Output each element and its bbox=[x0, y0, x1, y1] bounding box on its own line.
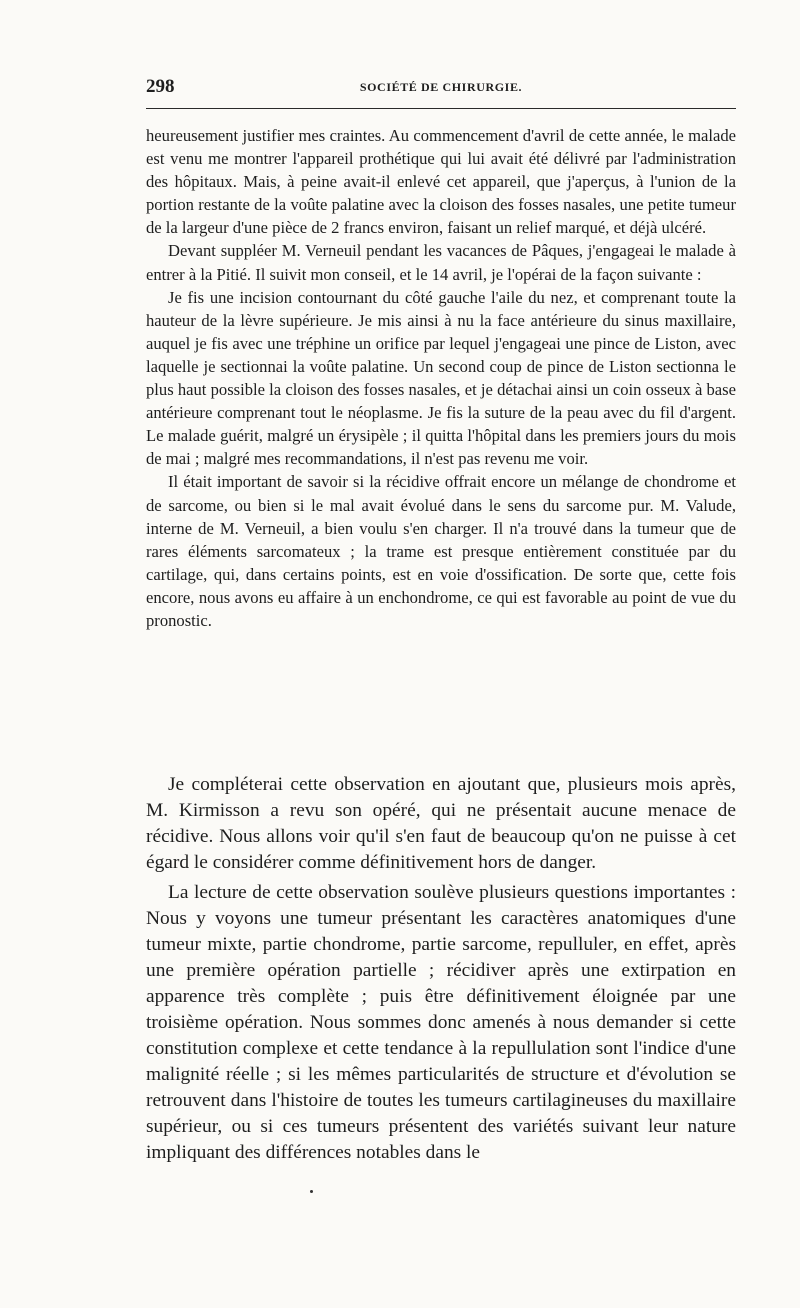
header-rule bbox=[146, 108, 736, 109]
running-title: SOCIÉTÉ DE CHIRURGIE. bbox=[359, 80, 523, 94]
paragraph: Il était important de savoir si la récidive offrait encore un mélange de chondrome et de sarcome, ou bien si le mal avait évolué dans le sens du sarcome pur. M. Valude, interne de M. Verneuil, a bien voulu s'en charger. Il n'a trouvé dans la tumeur que de rares éléments sarcomateux ; la trame est presque entièrement constituée par du cartilage, qui, dans certains points, est en voie d'ossification. De sorte que, cette fois encore, nous avons eu affaire à un enchondrome, ce qui est favorable au point de vue du pronostic. bbox=[146, 472, 736, 630]
paragraph: heureusement justifier mes craintes. Au commencement d'avril de cette année, le malade est venu me montrer l'appareil prothétique qui lui avait été délivré par l'administration des hôpitaux. Mais, à peine avait-il enlevé cet appareil, que j'aperçus, à l'union de la portion restante de la voûte palatine avec la cloison des fosses nasales, une petite tumeur de la largeur d'une pièce de 2 francs environ, faisant un relief marqué, et déjà ulcéré. bbox=[146, 126, 736, 238]
paragraph: Devant suppléer M. Verneuil pendant les vacances de Pâques, j'engageai le malade à entrer à la Pitié. Il suivit mon conseil, et le 14 avril, je l'opérai de la façon suivante : bbox=[146, 241, 736, 284]
observation-text bbox=[146, 124, 736, 632]
paragraph: La lecture de cette observation soulève plusieurs questions importantes : Nous y voyons une tumeur présentant les caractères anatomiques d'une tumeur mixte, partie chondrome, partie sarcome, repulluler, en effet, après une première opération partielle ; récidiver après une extirpation en apparence très complète ; puis être définitivement éloignée par une troisième opération. Nous sommes donc amenés à nous demander si cette constitution complexe et cette tendance à la repullulation sont l'indice d'une malignité réelle ; si les mêmes particularités de structure et d'évolution se retrouvent dans l'histoire de toutes les tumeurs cartilagineuses du maxillaire supérieur, ou si ces tumeurs présentent des variétés suivant leur nature impliquant des différences notables dans le bbox=[146, 882, 736, 1163]
page-header bbox=[146, 76, 736, 98]
paragraph: Je fis une incision contournant du côté gauche l'aile du nez, et comprenant toute la hauteur de la lèvre supérieure. Je mis ainsi à nu la face antérieure du sinus maxillaire, auquel je fis avec une tréphine un orifice par lequel j'engageai une pince de Liston, avec laquelle je sectionnai la voûte palatine. Un second coup de pince de Liston sectionna le plus haut possible la cloison des fosses nasales, et je détachai ainsi un coin osseux à base antérieure comprenant tout le néoplasme. Je fis la suture de la peau avec du fil d'argent. Le malade guérit, malgré un érysipèle ; il quitta l'hôpital dans les premiers jours du mois de mai ; malgré mes recommandations, il n'est pas revenu me voir. bbox=[146, 287, 736, 469]
page-number: 298 bbox=[146, 76, 175, 97]
discussion-text bbox=[146, 772, 736, 1166]
paragraph: Je compléterai cette observation en ajoutant que, plusieurs mois après, M. Kirmisson a revu son opéré, qui ne présentait aucune menace de récidive. Nous allons voir qu'il s'en faut de beaucoup qu'on ne puisse à cet égard le considérer comme définitivement hors de danger. bbox=[146, 774, 736, 873]
footer-mark bbox=[310, 1190, 313, 1193]
